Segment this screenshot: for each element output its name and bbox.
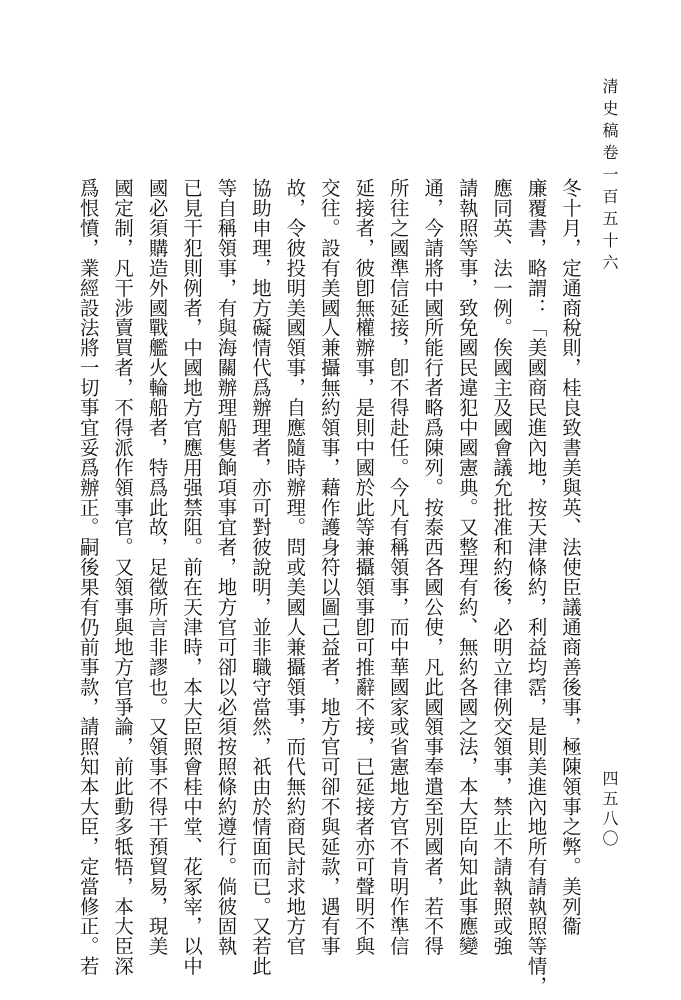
running-title: 清史稿卷一百五十六: [600, 78, 619, 276]
body-text: 冬十月，定通商稅則，桂良致書美與英、法使臣議通商善後事，極陳領事之弊。美列衞 廉覆書，略謂：「美國商民進內地，按天津條約，利益均霑，是則美進內地所有請執照等情， 應同英、法一例。俟國主及國會議允批准和約後，必明立律例交領事，禁止不請執照或強 請執照等事，致免國民違犯中國憲典。又整理有約、無約各國之法，本大臣向知此事應變 通，今請將中國所能行者略爲陳列。按泰西各國公使，凡此國領事奉遣至別國者，若不得 所往之國準信延接，卽不得赴任。今凡有稱領事，而中華國家或省憲地方官不肯明作準信 延接者，彼卽無權辦事，是則中國於此等兼攝領事卽可推辭不接，已延接者亦可聲明不與 交往。設有美國人兼攝無約領事，藉作護身符以圖己益者，地方官可卻不與延款，遇有事 故，令彼投明美國領事，自應隨時辦理。問或美國人兼攝領事，而代無約商民討求地方官 協助申理，地方礙情代爲辦理者，亦可對彼說明，並非職守當然，祇由於情面而已。又若此 等自稱領事，有與海關辦理船隻餉項事宜者，地方官可卻以必須按照條約遵行。倘彼固執 已見干犯則例者，中國地方官應用强禁阻。前在天津時，本大臣照會桂中堂、花冢宰，以中 國必須購造外國戰艦火輪船者，特爲此故，足徵所言非謬也。又領事不得干預貿易，現美 國定制，凡干涉賣買者，不得派作領事官。又領事與地方官爭論，前此動多牴牾，本大臣深 爲恨憤，業經設法將一切事宜妥爲辦正。嗣後果有仍前事款，請照知本大臣，定當修正。若: [76, 178, 582, 996]
page-number: 四五八〇: [600, 770, 619, 850]
